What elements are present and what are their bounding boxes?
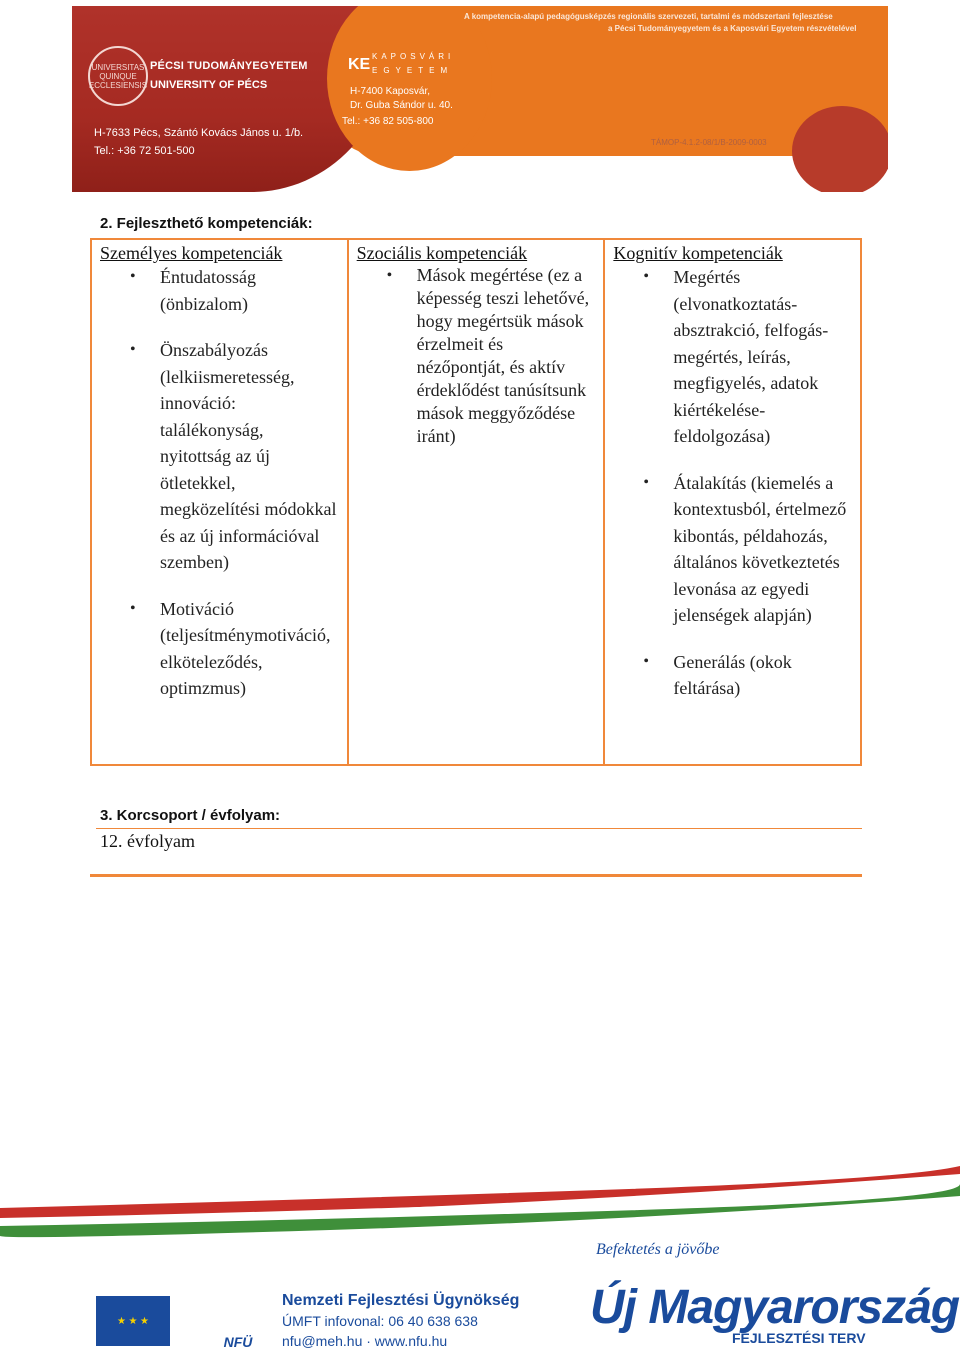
column-cognitive [605,240,860,764]
pte-tel: Tel.: +36 72 501-500 [94,145,195,157]
column-personal [92,240,349,764]
eu-flag-stars: ★ ★ ★ [117,1315,149,1327]
nfu-logo-text: NFÜ [223,1334,253,1350]
nfu-infoline: ÚMFT infovonal: 06 40 638 638 [282,1313,478,1329]
ke-tel: Tel.: +36 82 505-800 [342,116,434,127]
competency-table [90,238,862,766]
column-title-cognitive: Kognitív kompetenciák [613,243,783,263]
list-item: • Mások megértése (ez a képesség teszi lehetővé, hogy megértsük mások érzelmeit és nézőpontját, és aktív érdeklődést tanúsítsunk mások meggyőződése iránt) [357,264,596,448]
eu-flag-logo [96,1296,170,1346]
seal-text: UNIVERSITAS QUINQUE ECCLESIENSIS [88,62,148,90]
section-3-divider [96,828,862,829]
ke-logo: KE [348,56,371,73]
ke-address-1: H-7400 Kaposvár, [350,86,431,97]
nfu-name: Nemzeti Fejlesztési Ügynökség [282,1292,520,1309]
ke-name-line1: KAPOSVÁRI [372,52,455,61]
list-item: • Önszabályozás (lelkiismeretesség, innováció: találékonyság, nyitottság az új ötletekkel, megközelítési módokkal és az új információval szemben) [100,337,339,576]
list-item: • Megértés (elvonatkoztatás-absztrakció, felfogás-megértés, leírás, megfigyelés, adatok kiértékelése-feldolgozása) [613,264,852,450]
pte-address: H-7633 Pécs, Szántó Kovács János u. 1/b. [94,127,304,139]
column-title-social: Szociális kompetenciák [356,243,528,263]
fejlesztesi-terv: FEJLESZTÉSI TERV [732,1330,866,1346]
pte-name-en: UNIVERSITY OF PÉCS [150,79,268,91]
personal-list [100,264,339,702]
project-title-line2: a Pécsi Tudományegyetem és a Kaposvári Egyetem részvételével [608,24,857,33]
pte-seal-logo [88,46,148,106]
slogan: Befektetés a jövőbe [596,1241,720,1258]
column-title-personal: Személyes kompetenciák [100,243,283,263]
section-3-bottom-border [90,874,862,877]
header-red-circle [792,106,888,192]
footer-tricolor-waves [0,1160,960,1240]
uj-magyarorszag-logo: Új Magyarország [590,1281,960,1334]
list-item: • Éntudatosság (önbizalom) [100,264,339,317]
column-social [349,240,606,764]
nfu-logo [218,1294,258,1350]
pte-name-hu: PÉCSI TUDOMÁNYEGYETEM [150,60,308,72]
grade-value: 12. évfolyam [100,831,195,851]
list-item: • Generálás (okok feltárása) [613,649,852,702]
list-item: • Motiváció (teljesítménymotiváció, elköteleződés, optimzmus) [100,596,339,702]
header-banner [72,6,888,192]
ke-name-line2: EGYETEM [372,66,454,75]
cognitive-list [613,264,852,702]
social-list [357,264,596,448]
tamop-code: TÁMOP-4.1.2-08/1/B-2009-0003 [651,138,767,147]
section-3-title: 3. Korcsoport / évfolyam: [100,807,281,824]
nfu-web: nfu@meh.hu · www.nfu.hu [282,1333,448,1349]
project-title-line1: A kompetencia-alapú pedagógusképzés regionális szervezeti, tartalmi és módszertani fejlesztése [464,12,833,21]
ke-address-2: Dr. Guba Sándor u. 40. [350,100,453,111]
list-item: • Átalakítás (kiemelés a kontextusból, értelmező kibontás, példahozás, általános következtetés levonása az egyedi jelenségek alapján) [613,470,852,629]
section-2-title: 2. Fejleszthető kompetenciák: [100,215,313,232]
